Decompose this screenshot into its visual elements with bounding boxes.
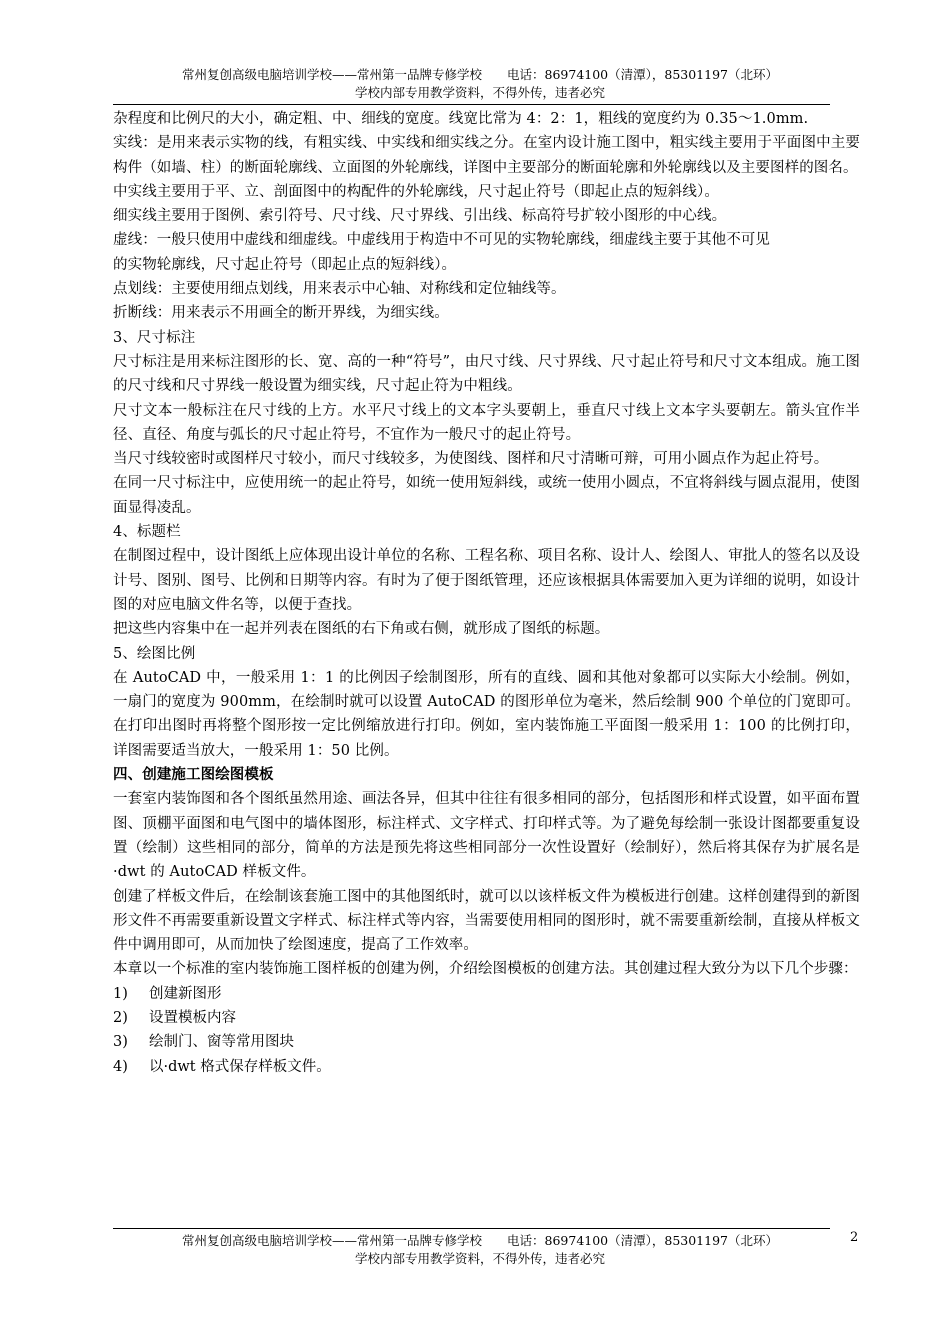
footer-line-2: 学校内部专用教学资料，不得外传，违者必究 — [354, 1251, 605, 1266]
paragraph: 细实线主要用于图例、索引符号、尺寸线、尺寸界线、引出线、标高符号扩较小图形的中心线。 — [113, 208, 727, 225]
paragraph: 本章以一个标准的室内装饰施工图样板的创建为例，介绍绘图模板的创建方法。其创建过程大致分为以下几个步骤： — [113, 961, 858, 978]
paragraph: 的实物轮廓线，尺寸起止符号（即起止点的短斜线）。 — [113, 256, 457, 273]
page-number: 2 — [850, 1230, 859, 1245]
paragraph: 创建了样板文件后，在绘制该套施工图中的其他图纸时，就可以以该样板文件为模板进行创建。这样创建得到的新图形文件不再需要重新设置文字样式、标注样式等内容，当需要使用相同的图形时，就不需要重新绘制，直接从样板文件中调用即可，从而加快了绘图速度，提高了工作效率。 — [113, 888, 860, 954]
paragraph: 一套室内装饰图和各个图纸虽然用途、画法各异，但其中往往有很多相同的部分，包括图形和样式设置，如平面布置图、顶棚平面图和电气图中的墙体图形，标注样式、文字样式、打印样式等。为了避免每绘制一张设计图都要重复设置（绘制）这些相同的部分，简单的方法是预先将这些相同部分一次性设置好（绘制好），然后将其保存为扩展名是·dwt 的 AutoCAD 样板文件。 — [113, 791, 860, 881]
section-heading: 四、创建施工图绘图模板 — [113, 766, 274, 784]
list-item — [113, 1006, 860, 1030]
paragraph: 尺寸文本一般标注在尺寸线的上方。水平尺寸线上的文本字头要朝上，垂直尺寸线上文本字头要朝左。箭头宜作半径、直径、角度与弧长的尺寸起止符号，不宜作为一般尺寸的起止符号。 — [113, 402, 860, 443]
footer-line-1: 常州复创高级电脑培训学校——常州第一品牌专修学校 电话：86974100（清潭），85301197（北环） — [182, 1233, 778, 1248]
paragraph: 实线：是用来表示实物的线，有粗实线、中实线和细实线之分。在室内设计施工图中，粗实线主要用于平面图中主要构件（如墙、柱）的断面轮廓线、立面图的外轮廓线，详图中主要部分的断面轮廓和外轮廓线以及主要图样的图名。 — [113, 135, 860, 176]
list-item — [113, 1030, 860, 1054]
list-number: 2) — [113, 1009, 128, 1026]
paragraph: 点划线：主要使用细点划线，用来表示中心轴、对称线和定位轴线等。 — [113, 281, 566, 298]
footer-rule — [113, 1228, 830, 1229]
page-body — [113, 107, 860, 1079]
list-item — [113, 1055, 860, 1079]
list-number: 4) — [113, 1058, 128, 1075]
subsection-heading: 4、标题栏 — [113, 524, 181, 541]
list-number: 3) — [113, 1034, 128, 1051]
paragraph: 折断线：用来表示不用画全的断开界线，为细实线。 — [113, 305, 449, 322]
header-line-2: 学校内部专用教学资料，不得外传，违者必究 — [354, 85, 605, 100]
header-line-1: 常州复创高级电脑培训学校——常州第一品牌专修学校 电话：86974100（清潭），85301197（北环） — [182, 67, 778, 82]
page-footer — [100, 1232, 860, 1268]
list-text: 绘制门、窗等常用图块 — [149, 1034, 294, 1051]
page-header — [100, 66, 860, 102]
header-rule — [113, 104, 830, 105]
list-text: 设置模板内容 — [149, 1009, 236, 1026]
subsection-heading: 3、尺寸标注 — [113, 329, 196, 346]
paragraph: 尺寸标注是用来标注图形的长、宽、高的一种“符号”，由尺寸线、尺寸界线、尺寸起止符号和尺寸文本组成。施工图的尺寸线和尺寸界线一般设置为细实线，尺寸起止符为中粗线。 — [113, 353, 860, 395]
list-item — [113, 982, 860, 1006]
paragraph: 把这些内容集中在一起并列表在图纸的右下角或右侧，就形成了图纸的标题。 — [113, 621, 610, 638]
list-text: 创建新图形 — [149, 985, 222, 1002]
paragraph: 当尺寸线较密时或图样尺寸较小，而尺寸线较多，为使图线、图样和尺寸清晰可辩，可用小圆点作为起止符号。 — [113, 451, 829, 468]
paragraph: 虚线：一般只使用中虚线和细虚线。中虚线用于构造中不可见的实物轮廓线，细虚线主要于其他不可见 — [113, 232, 770, 249]
paragraph: 中实线主要用于平、立、剖面图中的构配件的外轮廓线，尺寸起止符号（即起止点的短斜线）。 — [113, 183, 719, 200]
paragraph: 在同一尺寸标注中，应使用统一的起止符号，如统一使用短斜线，或统一使用小圆点，不宜将斜线与圆点混用，使图面显得凌乱。 — [113, 475, 860, 516]
paragraph: 杂程度和比例尺的大小，确定粗、中、细线的宽度。线宽比常为 4：2：1，粗线的宽度约为 0.35～1.0mm. — [113, 111, 809, 127]
list-number: 1) — [113, 985, 128, 1002]
list-text: 以·dwt 格式保存样板文件。 — [149, 1058, 331, 1075]
paragraph: 在制图过程中，设计图纸上应体现出设计单位的名称、工程名称、项目名称、设计人、绘图人、审批人的签名以及设计号、图别、图号、比例和日期等内容。有时为了便于图纸管理，还应该根据具体需要加入更为详细的说明，如设计图的对应电脑文件名等，以便于查找。 — [113, 548, 860, 613]
paragraph: 在 AutoCAD 中，一般采用 1：1 的比例因子绘制图形，所有的直线、圆和其他对象都可以实际大小绘制。例如，一扇门的宽度为 900mm，在绘制时就可以设置 AutoCAD 的图形单位为毫米，然后绘制 900 个单位的门宽即可。在打印出图时再将整个图形按一定比例缩放进行打印。例如，室内装饰施工平面图一般采用 1：100 的比例打印，详图需要适当放大，一般采用 1：50 比例。 — [113, 669, 860, 759]
subsection-heading: 5、绘图比例 — [113, 645, 196, 662]
